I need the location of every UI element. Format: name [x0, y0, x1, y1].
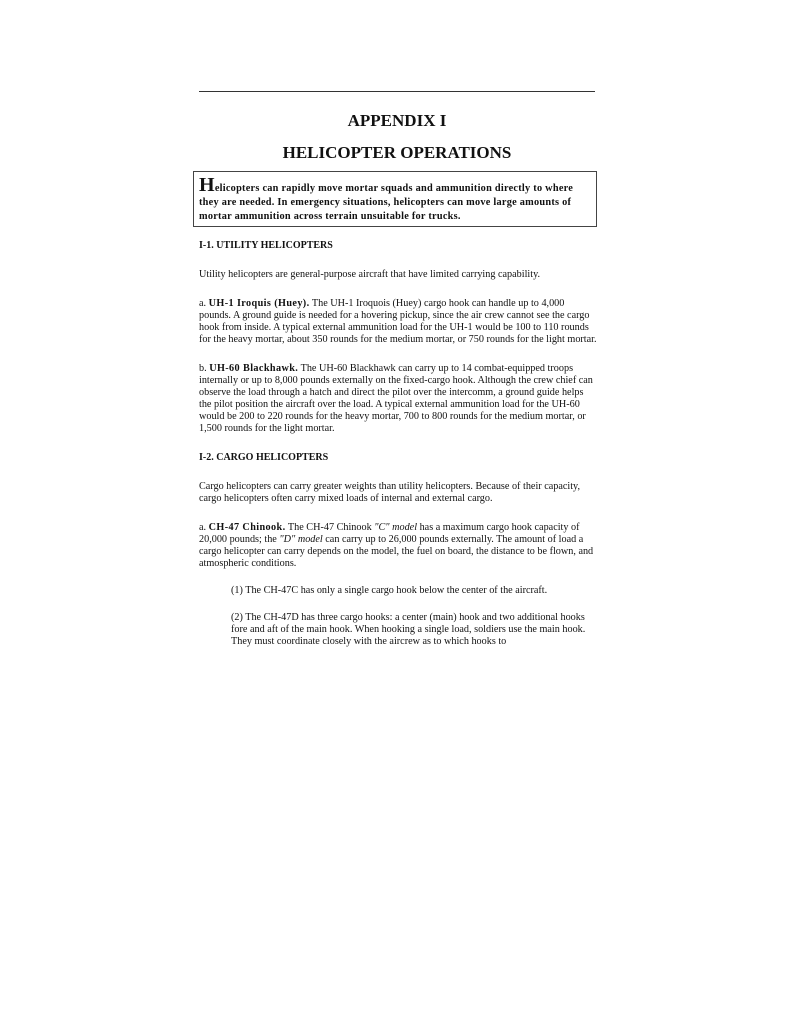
term-ch47: CH-47 Chinook. [208, 522, 286, 533]
term-uh60: UH-60 Blackhawk. [209, 363, 299, 374]
item-prefix: a. [199, 298, 209, 309]
paragraph-uh1 [199, 298, 597, 346]
intro-dropcap: H [199, 174, 215, 196]
ch47-model-d: "D" model [279, 534, 323, 545]
paragraph-ch47d: (2) The CH-47D has three cargo hooks: a center (main) hook and two additional hooks fore and aft of the main hook. When hooking a single load, soldiers use the main hook. They must coordinate closely with the aircrew as to which hooks to [231, 612, 586, 647]
intro-box [193, 171, 597, 227]
header-rule [199, 91, 595, 92]
chapter-title: HELICOPTER OPERATIONS [282, 143, 512, 162]
section-heading-utility: I-1. UTILITY HELICOPTERS [199, 240, 333, 251]
item-prefix: a. [199, 522, 209, 533]
paragraph-cargo-lead: Cargo helicopters can carry greater weights than utility helicopters. Because of their capacity, cargo helicopters often carry mixed loads of internal and external cargo. [199, 481, 581, 504]
paragraph-utility-lead: Utility helicopters are general-purpose aircraft that have limited carrying capability. [199, 269, 541, 280]
appendix-title: APPENDIX I [347, 111, 447, 130]
ch47-text-1: The CH-47 Chinook [285, 522, 375, 533]
paragraph-ch47c: (1) The CH-47C has only a single cargo hook below the center of the aircraft. [231, 585, 548, 596]
uh60-text: The UH-60 Blackhawk can carry up to 14 combat-equipped troops internally or up to 8,000 pounds externally on the fixed-cargo hook. Although the crew chief can observe the load through a hatch and direct the pilot over the intercomm, a ground guide helps the pilot position the aircraft over the load. A typical external ammunition load for the UH-60 would be 200 to 220 rounds for the heavy mortar, 700 to 800 rounds for the medium mortar, or 1,500 rounds for the light mortar. [199, 363, 593, 434]
intro-text: elicopters can rapidly move mortar squads and ammunition directly to where they are needed. In emergency situations, helicopters can move large amounts of mortar ammunition across terrain unsuitable for trucks. [199, 183, 574, 222]
section-heading-cargo: I-2. CARGO HELICOPTERS [199, 452, 329, 463]
uh1-text: The UH-1 Iroquois (Huey) cargo hook can handle up to 4,000 pounds. A ground guide is needed for a hovering pickup, since the air crew cannot see the cargo hook from inside. A typical external ammunition load for the UH-1 would be 100 to 110 rounds for the heavy mortar, about 350 rounds for the medium mortar, or 750 rounds for the light mortar. [199, 298, 597, 345]
body-content [199, 240, 597, 648]
paragraph-uh60 [199, 363, 597, 435]
ch47-text-2: has a maximum cargo hook capacity of 20,000 pounds; the [199, 522, 580, 545]
term-uh1: UH-1 Iroquis (Huey). [208, 298, 310, 309]
ch47-text-3: can carry up to 26,000 pounds externally. The amount of load a cargo helicopter can carry depends on the model, the fuel on board, the distance to be flown, and atmospheric conditions. [199, 534, 594, 569]
ch47-model-c: "C" model [374, 522, 418, 533]
item-prefix: b. [199, 363, 210, 374]
paragraph-ch47 [199, 522, 597, 570]
